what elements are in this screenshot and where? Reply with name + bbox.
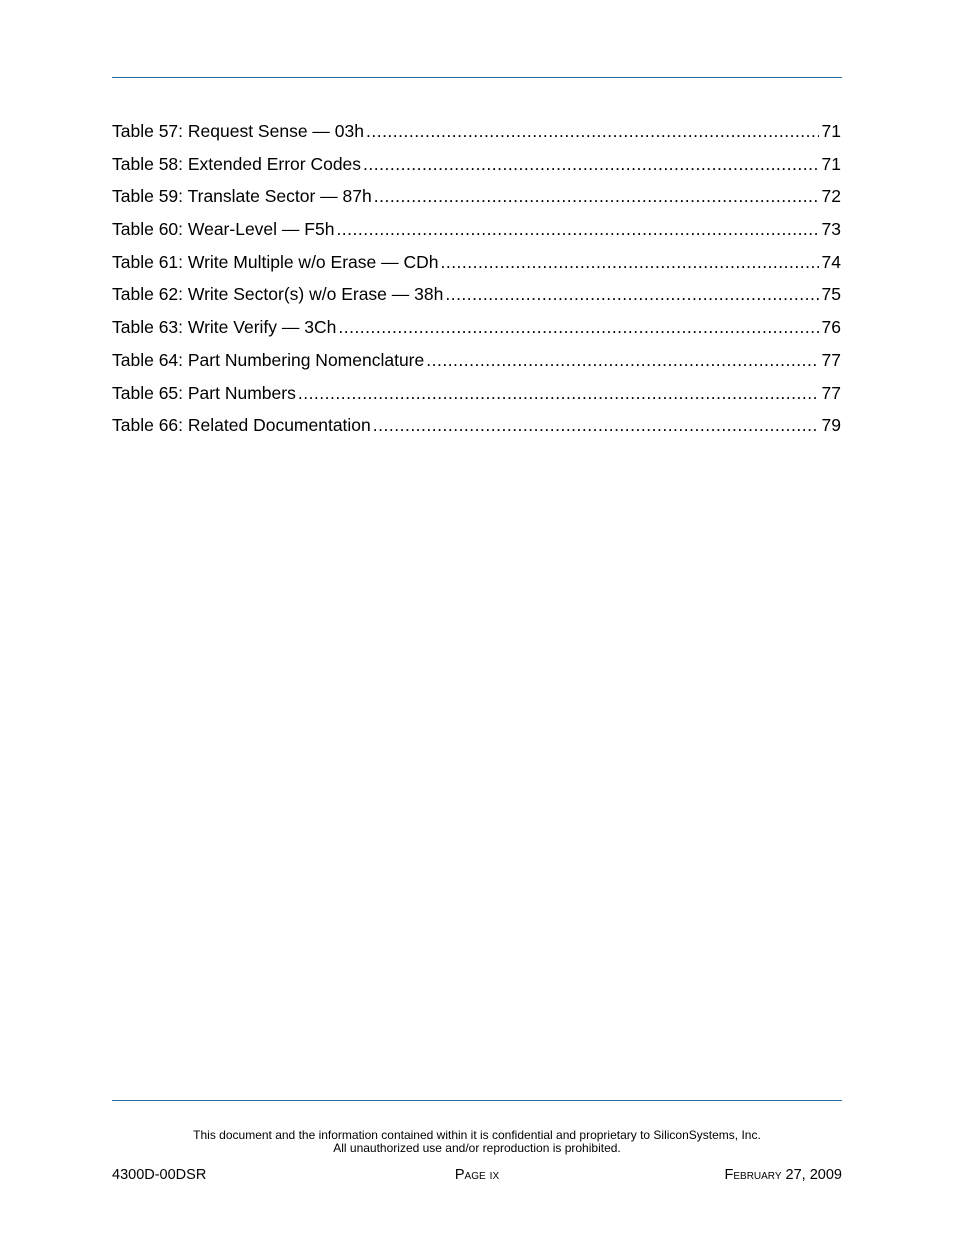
toc-entry-label: Table 63: Write Verify — 3Ch xyxy=(112,317,337,338)
toc-entry-page: 77 xyxy=(821,349,841,370)
toc-entry-page: 75 xyxy=(821,284,841,305)
toc-entry[interactable] xyxy=(112,250,841,283)
toc-entry-page: 76 xyxy=(821,317,841,338)
toc-entry-label: Table 59: Translate Sector — 87h xyxy=(112,186,372,207)
toc-entry-page: 71 xyxy=(821,153,841,174)
notice-line: This document and the information contained within it is confidential and proprietary to SiliconSystems, Inc. xyxy=(193,1128,761,1142)
document-date: February 27, 2009 xyxy=(724,1167,842,1183)
toc-entry-page: 77 xyxy=(821,382,841,403)
toc-entry-label: Table 60: Wear-Level — F5h xyxy=(112,219,335,240)
toc-entry[interactable] xyxy=(112,217,841,250)
dot-leader xyxy=(336,217,818,241)
confidentiality-notice xyxy=(112,1129,842,1154)
document-id: 4300D-00DSR xyxy=(112,1167,207,1183)
dot-leader xyxy=(338,315,818,339)
dot-leader xyxy=(440,250,818,274)
toc-entry-page: 71 xyxy=(821,121,841,141)
toc-entry-label: Table 62: Write Sector(s) w/o Erase — 38h xyxy=(112,284,444,305)
toc-entry[interactable] xyxy=(112,315,841,348)
footer-rule xyxy=(112,1100,842,1101)
toc-entry[interactable] xyxy=(112,348,841,381)
toc-entry-label: Table 61: Write Multiple w/o Erase — CDh xyxy=(112,251,439,272)
toc-entry-label: Table 58: Extended Error Codes xyxy=(112,153,362,174)
toc-entry[interactable] xyxy=(112,184,841,217)
dot-leader xyxy=(426,348,818,372)
toc-entry-page: 73 xyxy=(821,219,841,240)
toc-entry-page: 79 xyxy=(821,415,841,436)
dot-leader xyxy=(445,282,818,306)
toc-entry-page: 72 xyxy=(821,186,841,207)
toc-entry[interactable] xyxy=(112,381,841,414)
page-footer xyxy=(112,1167,842,1187)
toc-entry-page: 74 xyxy=(821,251,841,272)
dot-leader xyxy=(373,413,819,437)
header-rule xyxy=(112,77,842,78)
toc-entry-label: Table 66: Related Documentation xyxy=(112,415,371,436)
dot-leader xyxy=(363,152,818,176)
table-of-tables xyxy=(112,119,841,446)
toc-entry[interactable] xyxy=(112,152,841,185)
page-number: Page ix xyxy=(454,1167,500,1183)
toc-entry-label: Table 64: Part Numbering Nomenclature xyxy=(112,349,425,370)
toc-entry-label: Table 65: Part Numbers xyxy=(112,382,296,403)
toc-entry-label: Table 57: Request Sense — 03h xyxy=(112,121,364,141)
notice-line: All unauthorized use and/or reproduction is prohibited. xyxy=(333,1140,621,1155)
toc-entry[interactable] xyxy=(112,282,841,315)
dot-leader xyxy=(366,119,819,143)
dot-leader xyxy=(374,184,819,208)
toc-entry[interactable] xyxy=(112,119,841,152)
toc-entry[interactable] xyxy=(112,413,841,446)
dot-leader xyxy=(298,381,819,405)
